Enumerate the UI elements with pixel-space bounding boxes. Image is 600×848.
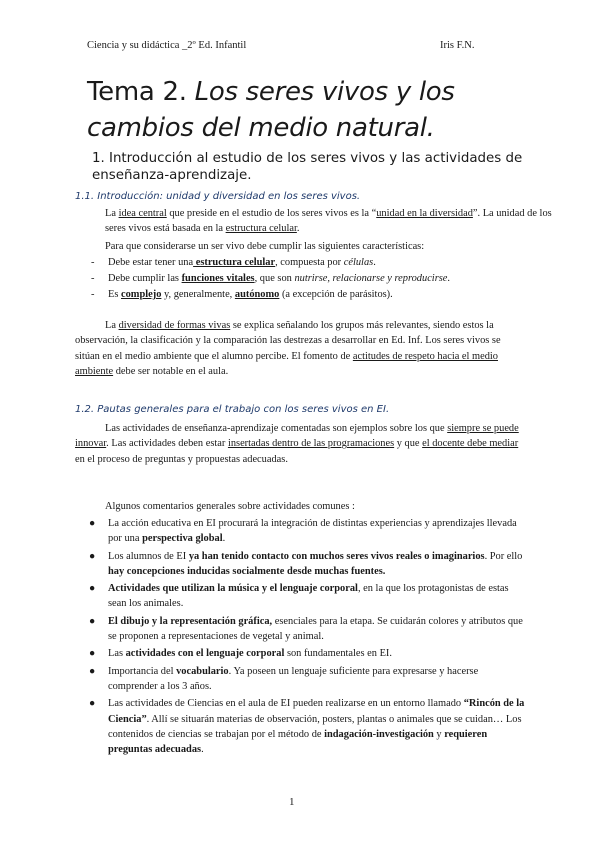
underlined-text: idea central: [118, 208, 167, 219]
subsection-heading-1-1: 1.1. Introducción: unidad y diversidad en los seres vivos.: [75, 191, 361, 202]
dash-marker: -: [91, 289, 95, 300]
text-run: , en la que los protagonistas de estas sean los animales.: [108, 583, 509, 610]
bold-underlined-text: autónomo: [234, 289, 280, 300]
paragraph-intro: [75, 206, 553, 237]
text-run: Los alumnos de EI: [108, 550, 189, 562]
title-prefix: Tema 2.: [87, 77, 195, 107]
section-number: 1.: [92, 151, 105, 166]
underlined-text: unidad en la diversidad: [376, 208, 473, 219]
bullet-marker: ●: [89, 665, 96, 677]
list-item: [89, 516, 525, 547]
header-course: Ciencia y su didáctica _2º Ed. Infantil: [87, 40, 247, 51]
text-run: esenciales para la etapa. Se cuidarán colores y atributos que se proponen a representaciones de vegetal y animal.: [108, 615, 523, 643]
bold-underlined-text: funciones vitales: [181, 273, 255, 284]
bold-text: perspectiva global: [142, 533, 223, 545]
subsection-heading-1-2: 1.2. Pautas generales para el trabajo con los seres vivos en EI.: [75, 404, 390, 415]
text-run: .: [201, 744, 204, 756]
bold-underlined-text: estructura celular: [193, 257, 276, 268]
section-heading-1: [92, 150, 532, 184]
text-run: que preside en el estudio de los seres vivos es la “: [166, 208, 377, 219]
text-run: Es: [108, 289, 121, 300]
underlined-text: el docente debe mediar: [422, 438, 519, 450]
text-run: La acción educativa en EI procurará la integración de distintas experiencias y aprendizajes llevada por una: [108, 518, 517, 545]
paragraph-characteristics: Para que considerarse un ser vivo debe cumplir las siguientes características:: [105, 241, 425, 252]
page-title: [87, 74, 532, 146]
text-run: debe ser notable en el aula.: [113, 365, 229, 377]
paragraph-comments-intro: Algunos comentarios generales sobre actividades comunes :: [105, 501, 355, 512]
list-item: [89, 581, 525, 612]
text-run: en el proceso de preguntas y propuestas adecuadas.: [75, 453, 288, 465]
list-item: [89, 696, 525, 757]
bold-text: Actividades que utilizan la música y el lenguaje corporal: [108, 583, 358, 595]
text-run: Importancia del: [108, 665, 177, 677]
page-number: 1: [289, 796, 295, 808]
text-run: Las actividades de Ciencias en el aula de EI pueden realizarse en un entorno llamado: [108, 698, 464, 710]
bold-text: hay concepciones inducidas socialmente desde muchas fuentes.: [108, 565, 386, 577]
text-run: . Ya poseen un lenguaje suficiente para expresarse y hacerse comprender a los 3 años.: [108, 665, 479, 692]
list-item: [89, 549, 525, 580]
text-run: Debe estar tener una: [108, 257, 194, 268]
text-run: y que: [394, 438, 423, 450]
text-run: Las: [108, 648, 126, 660]
bullet-marker: ●: [89, 583, 96, 595]
bold-text: actividades con el lenguaje corporal: [125, 648, 285, 660]
list-item: [89, 646, 525, 661]
list-item: [89, 664, 525, 695]
text-run: y, generalmente,: [161, 289, 235, 300]
text-run: , que son: [254, 273, 295, 284]
text-run: Las actividades de enseñanza-aprendizaje comentadas son ejemplos sobre los que: [105, 423, 448, 434]
underlined-text: siempre se puede innovar: [75, 423, 519, 450]
bold-underlined-text: complejo: [121, 289, 162, 300]
bullet-marker: ●: [89, 550, 96, 562]
text-run: La: [105, 208, 119, 219]
italic-text: nutrirse, relacionarse y reproducirse: [294, 273, 448, 284]
underlined-text: estructura celular: [225, 223, 297, 235]
text-run: . Allí se situarán materias de observación, posters, plantas o animales que se cuidan… Los contenidos de ciencias se trabajan por el método de: [108, 713, 522, 740]
title-main: Los seres vivos y los cambios del medio natural.: [87, 77, 455, 143]
text-run: . Las actividades deben estar: [106, 438, 228, 450]
list-item: [89, 614, 525, 645]
section-heading-text: Introducción al estudio de los seres vivos y las actividades de enseñanza-aprendizaje.: [92, 151, 523, 183]
underlined-text: diversidad de formas vivas: [118, 320, 231, 331]
text-run: .: [373, 257, 376, 268]
bold-text: indagación-investigación: [324, 728, 434, 740]
text-run: .: [296, 223, 300, 235]
underlined-text: insertadas dentro de las programaciones: [227, 438, 395, 450]
text-run: , compuesta por: [275, 257, 344, 268]
bullet-marker: ●: [89, 518, 96, 529]
bold-text: El dibujo y la representación gráfica,: [108, 615, 273, 627]
bold-text: requieren preguntas adecuadas: [108, 728, 488, 756]
bullet-marker: ●: [89, 648, 96, 660]
bullet-marker: ●: [89, 698, 96, 710]
underlined-text: actitudes de respeto hacia el medio ambiente: [75, 350, 498, 377]
text-run: (a excepción de parásitos).: [279, 289, 393, 300]
text-run: .: [447, 273, 450, 284]
header-author: Iris F.N.: [440, 40, 475, 51]
bold-text: vocabulario: [176, 665, 229, 677]
text-run: y: [433, 728, 445, 740]
text-run: . Por ello: [484, 550, 523, 562]
text-run: son fundamentales en EI.: [284, 648, 392, 660]
bold-text: ya han tenido contacto con muchos seres vivos reales o imaginarios: [188, 550, 485, 562]
text-run: se explica señalando los grupos más relevantes, siendo estos la observación, la clasificación y la comparación las destrezas a desarrollar en Ed. Inf. Los seres vivos se sitúan en el medio ambiente que el alumno percibe. El fomento de: [75, 320, 501, 362]
dash-marker: -: [91, 257, 95, 268]
dash-marker: -: [91, 273, 95, 284]
activity-comments-list: [89, 516, 525, 759]
italic-text: células: [343, 257, 374, 268]
paragraph-guidelines: [75, 421, 523, 467]
paragraph-diversity: [75, 318, 523, 379]
text-run: ”. La unidad de los seres vivos está basada en la: [105, 208, 552, 235]
text-run: La: [105, 320, 119, 331]
bullet-marker: ●: [89, 615, 96, 627]
text-run: Debe cumplir las: [108, 273, 182, 284]
bold-text: “Rincón de la Ciencia”: [108, 698, 525, 725]
text-run: .: [222, 533, 226, 545]
